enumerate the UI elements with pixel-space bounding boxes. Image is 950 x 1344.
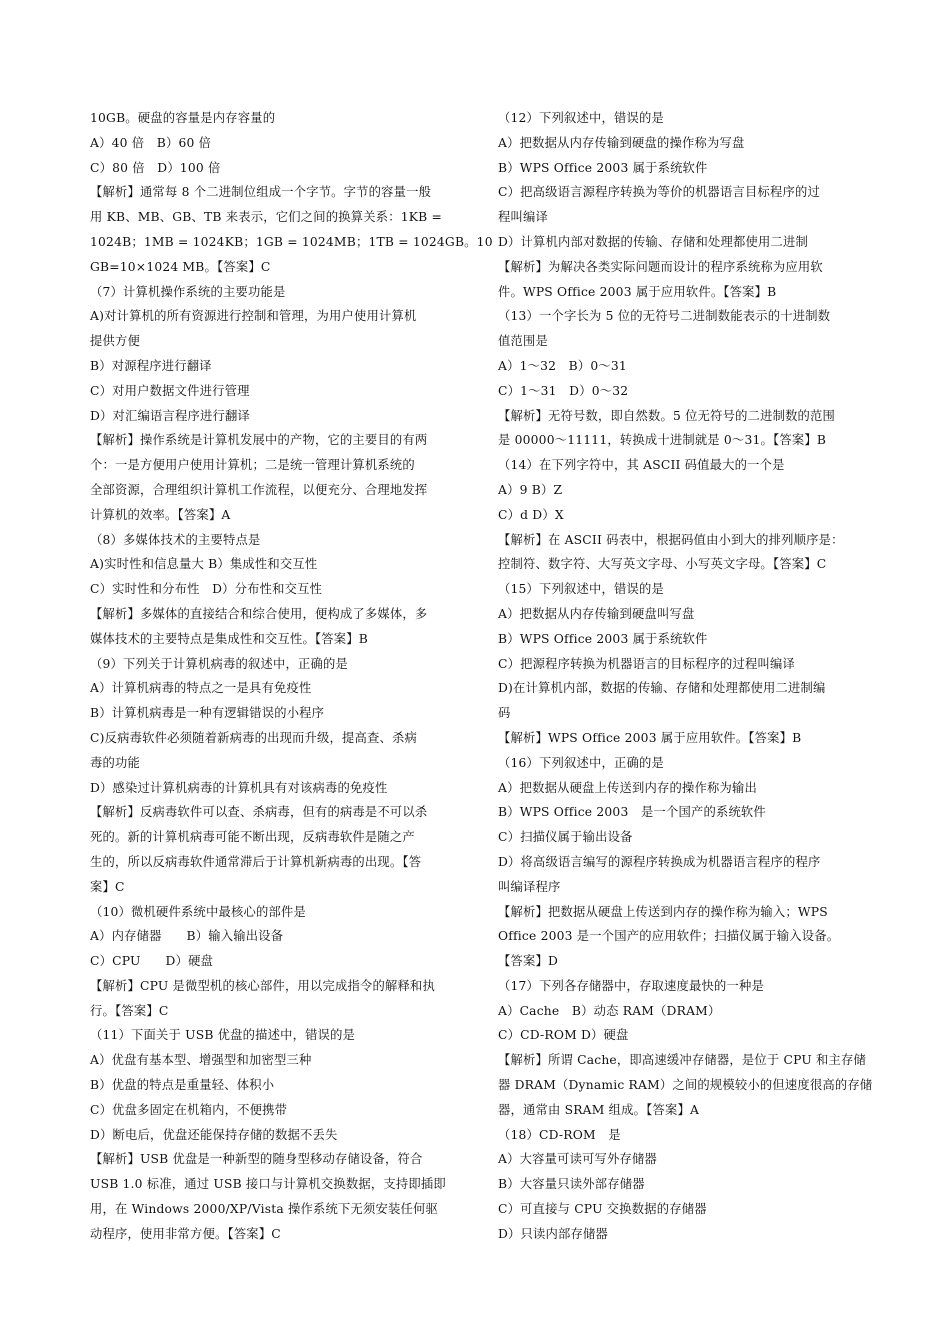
text-line: 媒体技术的主要特点是集成性和交互性。【答案】B [90,631,369,646]
text-line: B）对源程序进行翻译 [90,358,212,373]
text-line: 码 [498,706,511,721]
text-line: A)对计算机的所有资源进行控制和管理，为用户使用计算机 [90,309,417,324]
text-line: C）把高级语言源程序转换为等价的机器语言目标程序的过 [498,185,821,200]
text-line: 全部资源，合理组织计算机工作流程，以便充分、合理地发挥 [90,482,428,497]
text-line: C）扫描仪属于输出设备 [498,830,633,845]
text-line: 【解析】把数据从硬盘上传送到内存的操作称为输入；WPS [498,904,828,919]
text-line: 死的。新的计算机病毒可能不断出现，反病毒软件是随之产 [90,830,415,845]
text-line: A）把数据从内存传输到硬盘叫写盘 [498,606,695,621]
text-line: （18）CD-ROM 是 [498,1127,621,1142]
text-line: 生的，所以反病毒软件通常滞后于计算机新病毒的出现。【答 [90,854,422,869]
text-line: C）对用户数据文件进行管理 [90,383,250,398]
text-line: C)反病毒软件必须随着新病毒的出现而升级，提高查、杀病 [90,730,418,745]
right-column [498,106,876,1247]
text-line: 【解析】所谓 Cache，即高速缓冲存储器，是位于 CPU 和主存储 [498,1053,867,1068]
text-line: A）大容量可读可写外存储器 [498,1152,658,1167]
text-line: A）9 B）Z [498,482,563,497]
text-line: 动程序，使用非常方便。【答案】C [90,1226,281,1241]
text-line: B）计算机病毒是一种有逻辑错误的小程序 [90,706,325,721]
text-line: 【解析】无符号数，即自然数。5 位无符号的二进制数的范围 [498,408,836,423]
text-line: 个：一是方便用户使用计算机；二是统一管理计算机系统的 [90,458,415,473]
text-line: 10GB。硬盘的容量是内存容量的 [90,111,276,125]
text-line: 器 DRAM（Dynamic RAM）之间的规模较小的但速度很高的存储 [498,1078,873,1093]
text-line: （12）下列叙述中，错误的是 [498,111,665,125]
text-line: C）CD-ROM D）硬盘 [498,1028,629,1043]
text-line: （7）计算机操作系统的主要功能是 [90,284,286,299]
text-line: 【解析】反病毒软件可以查、杀病毒，但有的病毒是不可以杀 [90,805,428,820]
text-line: 值范围是 [498,334,548,349]
text-line: 【解析】为解决各类实际问题而设计的程序系统称为应用软 [498,259,823,274]
text-line: 控制符、数字符、大写英文字母、小写英文字母。【答案】C [498,557,827,572]
text-line: GB=10×1024 MB。【答案】C [90,259,271,274]
text-line: B）WPS Office 2003 属于系统软件 [498,631,708,646]
text-line: C）CPU D）硬盘 [90,954,214,969]
text-line: 【解析】通常每 8 个二进制位组成一个字节。字节的容量一般 [90,185,432,200]
text-line: 毒的功能 [90,755,140,770]
text-line: C）d D）X [498,507,564,522]
text-line: （17）下列各存储器中，存取速度最快的一种是 [498,978,764,993]
text-line: A）40 倍 B）60 倍 [90,135,212,150]
text-line: D）只读内部存储器 [498,1226,609,1241]
text-line: （16）下列叙述中，正确的是 [498,755,665,770]
text-line: A）优盘有基本型、增强型和加密型三种 [90,1053,312,1068]
text-line: 用 KB、MB、GB、TB 来表示，它们之间的换算关系：1KB = [90,210,442,225]
text-line: 【解析】WPS Office 2003 属于应用软件。【答案】B [498,730,802,745]
text-line: （11）下面关于 USB 优盘的描述中，错误的是 [90,1028,356,1043]
text-line: 用，在 Windows 2000/XP/Vista 操作系统下无须安装任何驱 [90,1202,438,1217]
text-line: C）实时性和分布性 D）分布性和交互性 [90,582,323,597]
text-line: 行。【答案】C [90,1003,169,1018]
text-line: A）内存储器 B）输入输出设备 [90,929,284,944]
text-line: D）计算机内部对数据的传输、存储和处理都使用二进制 [498,234,808,249]
text-line: 是 00000～11111，转换成十进制就是 0～31。【答案】B [498,433,827,448]
text-line: A）1～32 B）0～31 [498,358,627,373]
text-line: C）1～31 D）0～32 [498,383,629,398]
text-line: 程叫编译 [498,210,548,225]
text-line: A）Cache B）动态 RAM（DRAM） [498,1003,721,1018]
text-line: C）80 倍 D）100 倍 [90,160,221,175]
text-line: 叫编译程序 [498,879,561,894]
text-line: D）对汇编语言程序进行翻译 [90,408,251,423]
text-line: B）WPS Office 2003 属于系统软件 [498,160,708,175]
text-line: A）计算机病毒的特点之一是具有免疫性 [90,681,312,696]
text-line: 提供方便 [90,334,140,349]
text-line: 件。WPS Office 2003 属于应用软件。【答案】B [498,284,777,299]
text-line: 【解析】在 ASCII 码表中，根据码值由小到大的排列顺序是： [498,532,844,547]
text-line: （14）在下列字符中，其 ASCII 码值最大的一个是 [498,458,785,473]
text-line: 【解析】USB 优盘是一种新型的随身型移动存储设备，符合 [90,1152,423,1167]
text-line: A)实时性和信息量大 B）集成性和交互性 [90,557,318,572]
text-line: D）感染过计算机病毒的计算机具有对该病毒的免疫性 [90,780,388,795]
text-line: C）优盘多固定在机箱内，不便携带 [90,1102,288,1117]
text-line: 【解析】操作系统是计算机发展中的产物，它的主要目的有两 [90,433,428,448]
text-line: B）WPS Office 2003 是一个国产的系统软件 [498,805,766,820]
text-line: （10）微机硬件系统中最核心的部件是 [90,904,306,919]
text-line: 【解析】多媒体的直接结合和综合使用，便构成了多媒体，多 [90,606,428,621]
text-line: C）可直接与 CPU 交换数据的存储器 [498,1202,707,1217]
text-line: B）大容量只读外部存储器 [498,1177,645,1192]
text-line: 案】C [90,879,125,894]
text-line: 【答案】D [498,954,559,969]
text-line: （13）一个字长为 5 位的无符号二进制数能表示的十进制数 [498,309,831,324]
text-line: （15）下列叙述中，错误的是 [498,582,665,597]
text-line: C）把源程序转换为机器语言的目标程序的过程叫编译 [498,656,796,671]
text-line: D）将高级语言编写的源程序转换成为机器语言程序的程序 [498,854,821,869]
left-column [90,106,493,1247]
text-line: USB 1.0 标准，通过 USB 接口与计算机交换数据，支持即插即 [90,1177,446,1192]
text-line: D)在计算机内部，数据的传输、存储和处理都使用二进制编 [498,681,826,696]
text-line: B）优盘的特点是重量轻、体积小 [90,1078,275,1093]
text-line: 【解析】CPU 是微型机的核心部件，用以完成指令的解释和执 [90,978,435,993]
text-line: 计算机的效率。【答案】A [90,507,231,522]
text-line: A）把数据从硬盘上传送到内存的操作称为输出 [498,780,758,795]
text-line: （8）多媒体技术的主要特点是 [90,532,261,547]
text-line: 1024B；1MB = 1024KB；1GB = 1024MB；1TB = 1024GB。10 [90,234,493,249]
text-line: D）断电后，优盘还能保持存储的数据不丢失 [90,1127,338,1142]
text-line: Office 2003 是一个国产的应用软件；扫描仪属于输入设备。 [498,929,840,944]
text-line: A）把数据从内存传输到硬盘的操作称为写盘 [498,135,745,150]
text-line: （9）下列关于计算机病毒的叙述中，正确的是 [90,656,348,671]
text-line: 器，通常由 SRAM 组成。【答案】A [498,1102,700,1117]
